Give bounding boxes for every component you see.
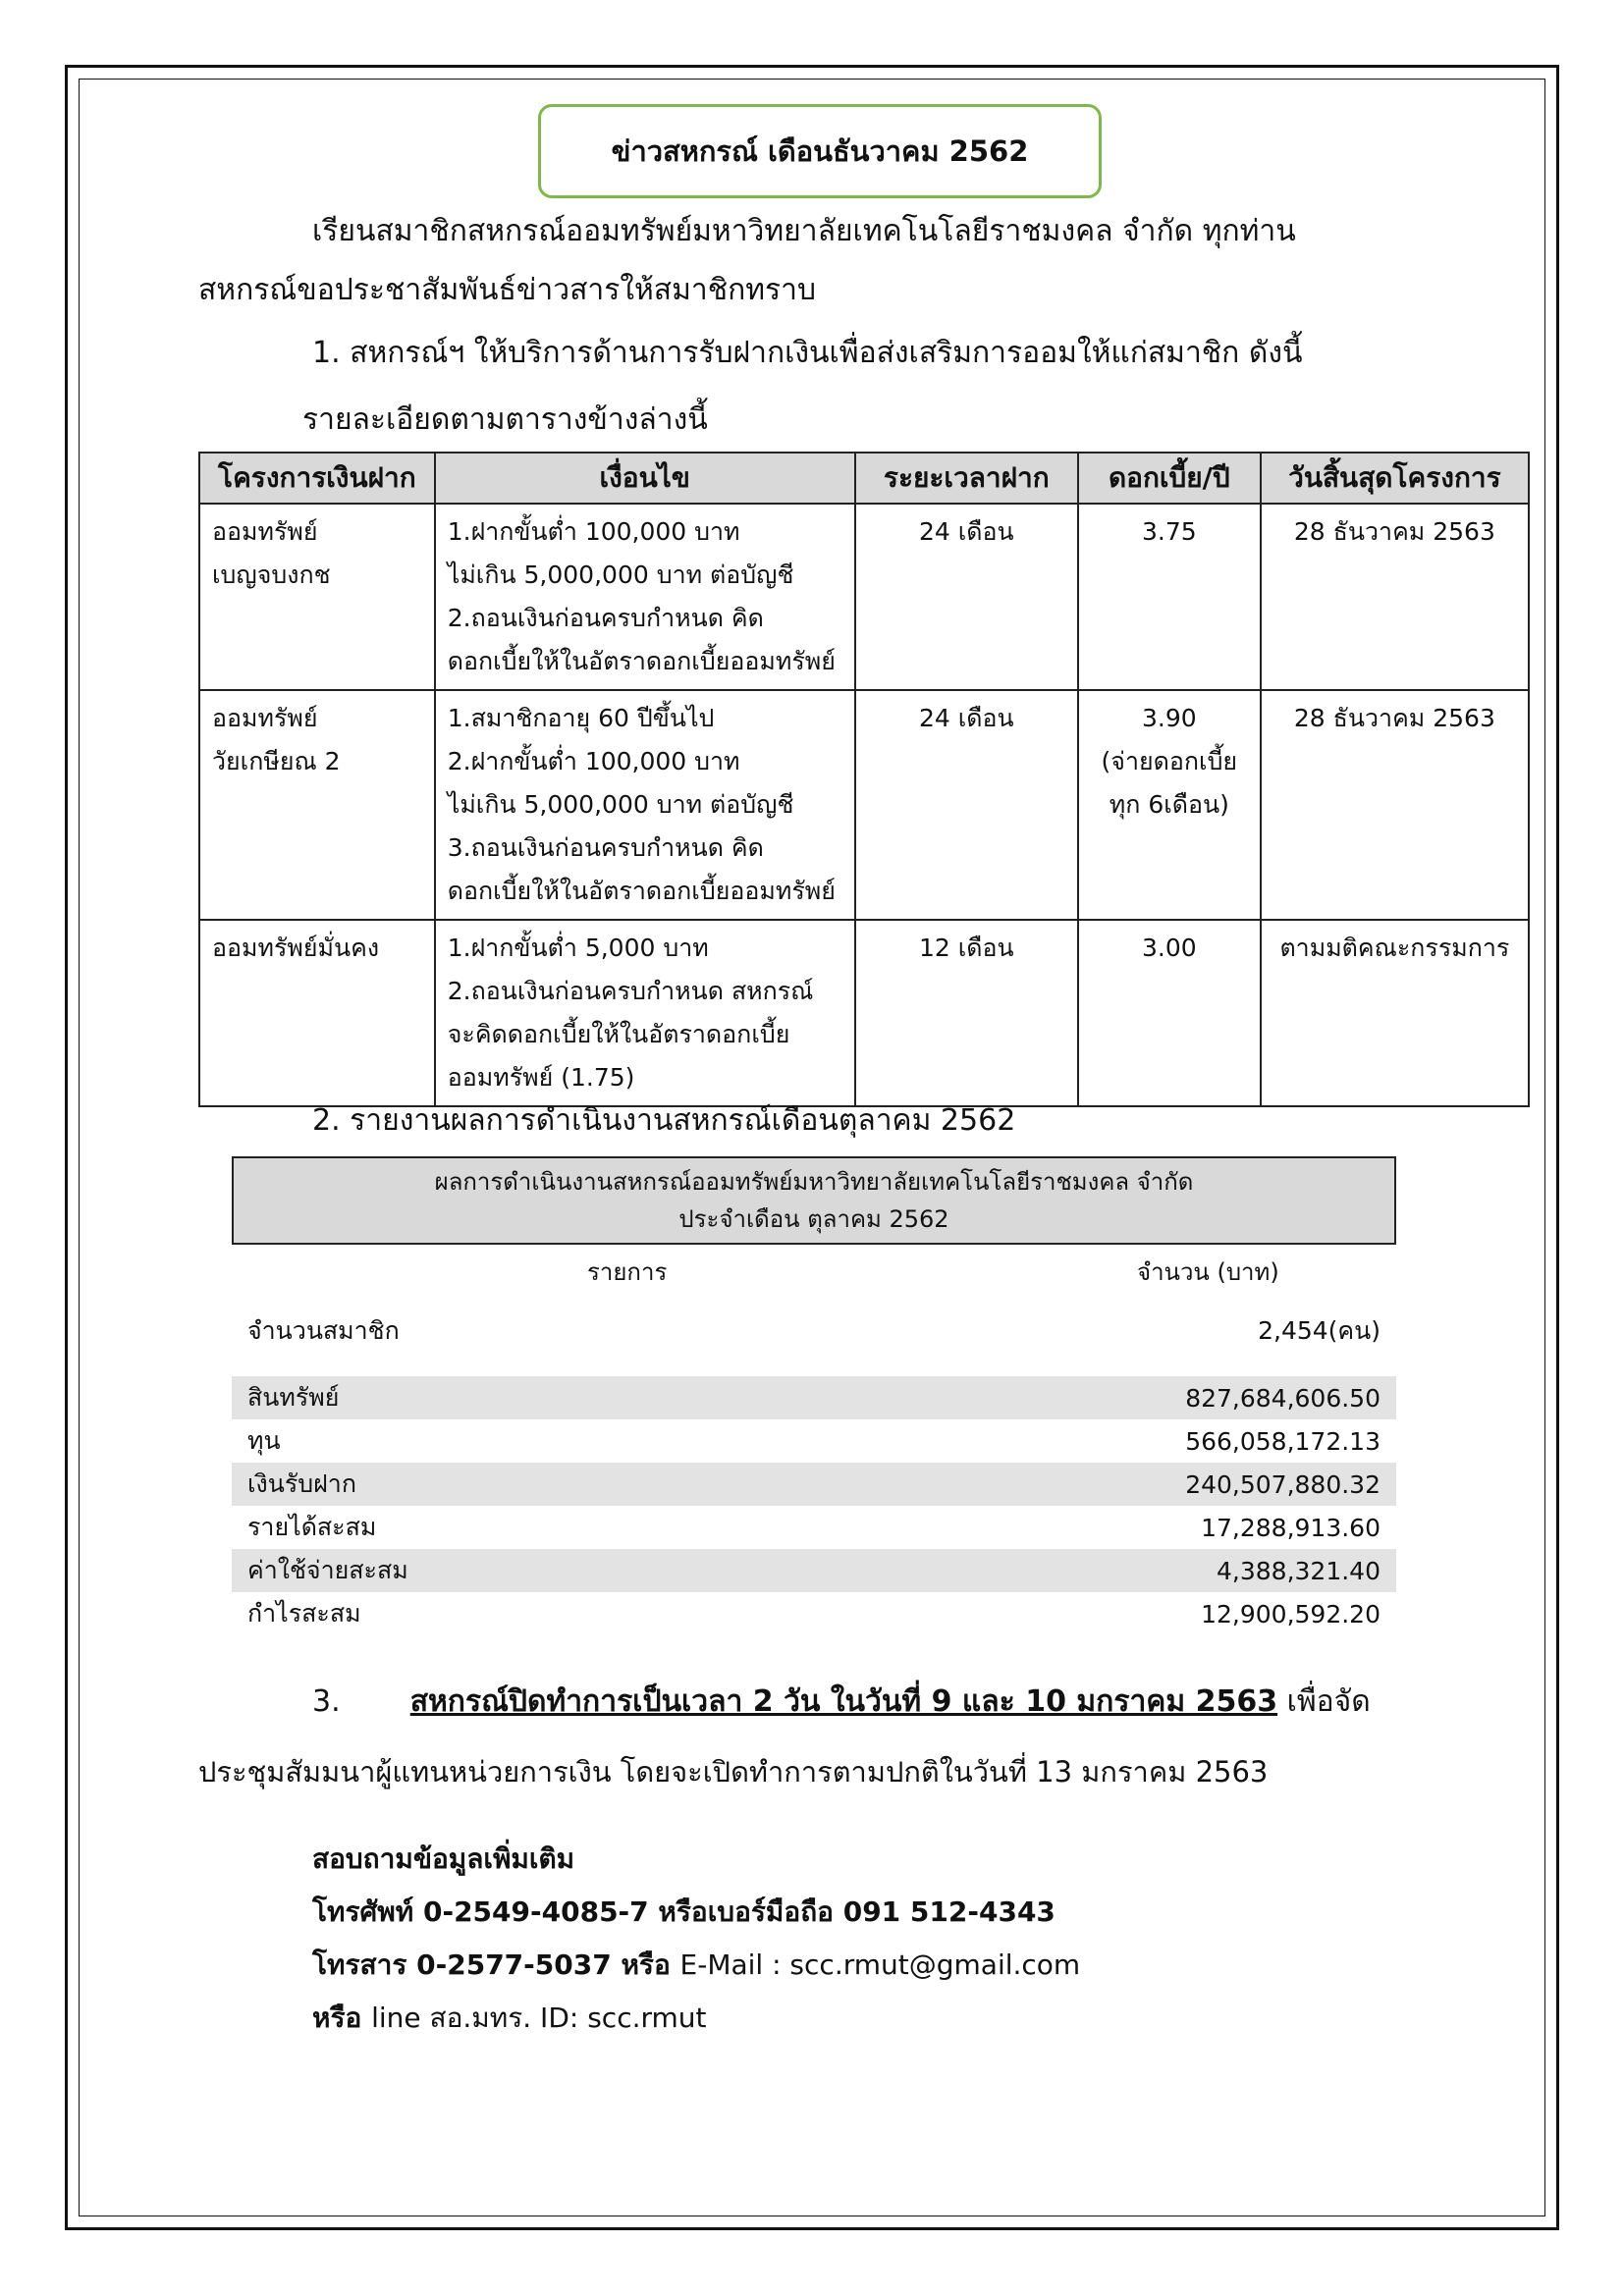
- intro-line-2: สหกรณ์ขอประชาสัมพันธ์ข่าวสารให้สมาชิกทราบ: [198, 273, 817, 307]
- term-cell: 12 เดือน: [855, 920, 1078, 1106]
- conditions-cell: [435, 504, 855, 690]
- contact-line: [312, 1997, 707, 2040]
- column-header: โครงการเงินฝาก: [199, 453, 435, 504]
- report-row-label: เงินรับฝาก: [247, 1469, 356, 1498]
- project-name-line: ออมทรัพย์: [212, 517, 318, 546]
- condition-line: จะคิดดอกเบี้ยให้ในอัตราดอกเบี้ย: [447, 1020, 790, 1048]
- report-row: [232, 1506, 1396, 1549]
- condition-line: ไม่เกิน 5,000,000 บาท ต่อบัญชี: [447, 561, 794, 589]
- report-row-value: 2,454(คน): [1258, 1316, 1380, 1345]
- rate-line: 3.75: [1141, 517, 1197, 546]
- rate-line: (จ่ายดอกเบี้ย: [1101, 747, 1238, 775]
- rate-line: 3.00: [1141, 934, 1197, 962]
- report-row-value: 240,507,880.32: [1185, 1469, 1380, 1499]
- contact-line-id: line สอ.มทร. ID: scc.rmut: [371, 2002, 707, 2034]
- condition-line: ไม่เกิน 5,000,000 บาท ต่อบัญชี: [447, 790, 794, 819]
- report-column-item: รายการ: [587, 1258, 668, 1286]
- rate-cell: [1078, 504, 1261, 690]
- item-1-detail: รายละเอียดตามตารางข้างล่างนี้: [302, 402, 708, 437]
- report-row-label: ค่าใช้จ่ายสะสม: [247, 1556, 408, 1584]
- intro-line-1: เรียนสมาชิกสหกรณ์ออมทรัพย์มหาวิทยาลัยเทคโนโลยีราชมงคล จำกัด ทุกท่าน: [312, 214, 1296, 248]
- project-cell: [199, 690, 435, 920]
- condition-line: 3.ถอนเงินก่อนครบกำหนด คิด: [447, 833, 764, 862]
- deposit-projects-table: [198, 452, 1530, 1107]
- contact-phone: โทรศัพท์ 0-2549-4085-7 หรือเบอร์มือถือ 091 512-4343: [312, 1896, 1056, 1928]
- rate-line: ทุก 6เดือน): [1109, 790, 1229, 819]
- condition-line: ออมทรัพย์ (1.75): [447, 1063, 635, 1092]
- column-header: เงื่อนไข: [435, 453, 855, 504]
- contact-line-label: หรือ: [312, 2002, 372, 2034]
- project-name-line: วัยเกษียณ 2: [212, 747, 341, 775]
- table-row: [199, 690, 1529, 920]
- report-row-value: 827,684,606.50: [1185, 1383, 1380, 1413]
- report-row-value: 4,388,321.40: [1217, 1556, 1380, 1585]
- contact-email: E-Mail : scc.rmut@gmail.com: [679, 1949, 1081, 1981]
- project-name-line: เบญจบงกช: [212, 561, 331, 589]
- condition-line: ดอกเบี้ยให้ในอัตราดอกเบี้ยออมทรัพย์: [447, 877, 836, 905]
- term-cell: 24 เดือน: [855, 690, 1078, 920]
- rate-cell: [1078, 690, 1261, 920]
- condition-line: ดอกเบี้ยให้ในอัตราดอกเบี้ยออมทรัพย์: [447, 647, 836, 675]
- report-row-members: [232, 1309, 1396, 1353]
- report-row: [232, 1463, 1396, 1506]
- contact-fax-email: [312, 1944, 1080, 1987]
- item-3-closure-notice: สหกรณ์ปิดทำการเป็นเวลา 2 วัน ในวันที่ 9 และ 10 มกราคม 2563: [409, 1684, 1278, 1719]
- end-date-cell: 28 ธันวาคม 2563: [1261, 504, 1529, 690]
- condition-line: 1.ฝากขั้นต่ำ 5,000 บาท: [447, 934, 709, 962]
- column-header: ดอกเบี้ย/ปี: [1078, 453, 1261, 504]
- condition-line: 2.ถอนเงินก่อนครบกำหนด คิด: [447, 604, 764, 632]
- end-date-cell: 28 ธันวาคม 2563: [1261, 690, 1529, 920]
- report-row: [232, 1419, 1396, 1463]
- report-row-label: ทุน: [247, 1426, 281, 1455]
- report-row-label: กำไรสะสม: [247, 1599, 361, 1628]
- project-cell: [199, 920, 435, 1106]
- item-3-line-1: [312, 1679, 1371, 1725]
- report-row-value: 17,288,913.60: [1201, 1513, 1380, 1542]
- report-row-label: รายได้สะสม: [247, 1513, 377, 1541]
- report-row: [232, 1376, 1396, 1419]
- report-title-line-1: ผลการดำเนินงานสหกรณ์ออมทรัพย์มหาวิทยาลัยเทคโนโลยีราชมงคล จำกัด: [434, 1168, 1194, 1196]
- newsletter-title: [538, 104, 1102, 198]
- column-header: ระยะเวลาฝาก: [855, 453, 1078, 504]
- contact-heading: สอบถามข้อมูลเพิ่มเติม: [312, 1842, 575, 1875]
- condition-line: 2.ถอนเงินก่อนครบกำหนด สหกรณ์: [447, 977, 814, 1005]
- item-1-text: 1. สหกรณ์ฯ ให้บริการด้านการรับฝากเงินเพื่อส่งเสริมการออมให้แก่สมาชิก ดังนี้: [312, 336, 1303, 370]
- table-row: [199, 920, 1529, 1106]
- report-column-amount: จำนวน (บาท): [1137, 1258, 1279, 1286]
- table-header-row: [199, 453, 1529, 504]
- item-3-line-2: ประชุมสัมมนาผู้แทนหน่วยการเงิน โดยจะเปิดทำการตามปกติในวันที่ 13 มกราคม 2563: [198, 1755, 1269, 1789]
- rate-cell: [1078, 920, 1261, 1106]
- conditions-cell: [435, 690, 855, 920]
- project-name-line: ออมทรัพย์: [212, 704, 318, 732]
- column-header: วันสิ้นสุดโครงการ: [1261, 453, 1529, 504]
- report-row-label: จำนวนสมาชิก: [247, 1316, 400, 1345]
- rate-line: 3.90: [1141, 704, 1197, 732]
- report-title-line-2: ประจำเดือน ตุลาคม 2562: [678, 1205, 949, 1233]
- contact-fax: โทรสาร 0-2577-5037 หรือ: [312, 1949, 680, 1981]
- condition-line: 1.ฝากขั้นต่ำ 100,000 บาท: [447, 517, 740, 546]
- report-row-value: 12,900,592.20: [1201, 1599, 1380, 1629]
- report-row-value: 566,058,172.13: [1185, 1426, 1380, 1456]
- condition-line: 1.สมาชิกอายุ 60 ปีขึ้นไป: [447, 704, 715, 732]
- project-name-line: ออมทรัพย์มั่นคง: [212, 934, 380, 962]
- report-title-box: [232, 1156, 1396, 1245]
- conditions-cell: [435, 920, 855, 1106]
- newsletter-title-text: ข่าวสหกรณ์ เดือนธันวาคม 2562: [611, 134, 1029, 168]
- report-row: [232, 1592, 1396, 1635]
- project-cell: [199, 504, 435, 690]
- condition-line: 2.ฝากขั้นต่ำ 100,000 บาท: [447, 747, 740, 775]
- report-row-label: สินทรัพย์: [247, 1383, 340, 1412]
- item-3-number: 3.: [312, 1684, 341, 1719]
- item-2-text: 2. รายงานผลการดำเนินงานสหกรณ์เดือนตุลาคม 2562: [312, 1103, 1016, 1138]
- report-row: [232, 1549, 1396, 1592]
- item-3-rest: เพื่อจัด: [1277, 1684, 1371, 1719]
- end-date-cell: ตามมติคณะกรรมการ: [1261, 920, 1529, 1106]
- term-cell: 24 เดือน: [855, 504, 1078, 690]
- table-row: [199, 504, 1529, 690]
